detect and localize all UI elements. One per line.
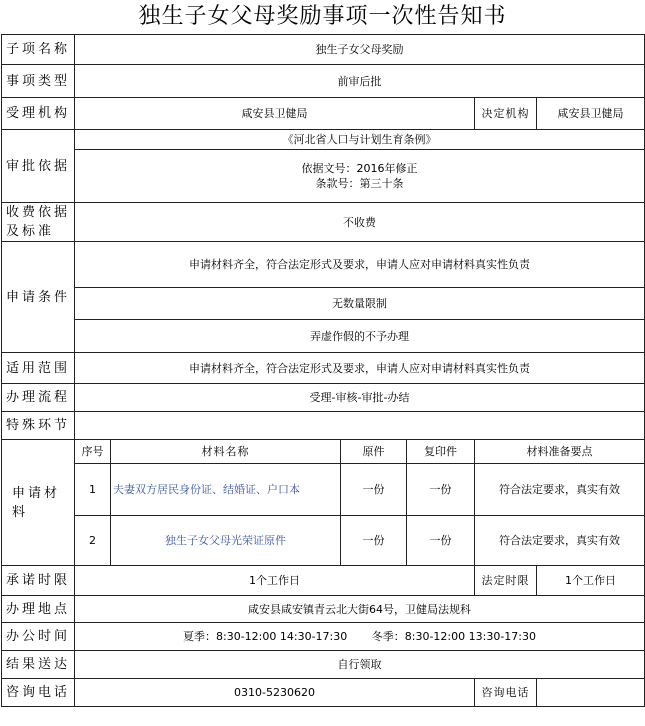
materials-header-req: 材料准备要点	[475, 440, 645, 464]
material-req: 符合法定要求，真实有效	[475, 464, 645, 516]
row-promise	[2, 566, 645, 596]
agency-label: 受理机构	[2, 98, 75, 130]
material-name: 夫妻双方居民身份证、结婚证、户口本	[111, 464, 341, 516]
agency-value: 咸安县卫健局	[75, 98, 475, 130]
hours-value	[75, 623, 645, 651]
materials-row	[2, 464, 645, 516]
row-agency	[2, 98, 645, 130]
materials-header-original: 原件	[341, 440, 407, 464]
fee-label: 收费依据及标准	[2, 203, 75, 242]
legal-limit-value: 1个工作日	[537, 566, 645, 596]
basis-article: 条款号：第三十条	[315, 177, 404, 190]
materials-header-copy: 复印件	[407, 440, 475, 464]
item-name-label: 子项名称	[2, 35, 75, 65]
phone-label: 咨询电话	[2, 679, 75, 707]
fee-value: 不收费	[75, 203, 645, 242]
summer-label: 夏季：	[183, 630, 217, 643]
row-fee	[2, 203, 645, 242]
legal-limit-label: 法定时限	[475, 566, 537, 596]
delivery-value: 自行领取	[75, 651, 645, 679]
winter-label: 冬季：	[371, 630, 405, 643]
row-condition-3	[2, 320, 645, 353]
location-label: 办理地点	[2, 596, 75, 623]
notice-table	[1, 34, 645, 707]
materials-header-seq: 序号	[75, 440, 111, 464]
decide-agency-value: 咸安县卫健局	[537, 98, 645, 130]
row-condition-2	[2, 288, 645, 320]
phone-label-2: 咨询电话	[475, 679, 537, 707]
process-label: 办理流程	[2, 384, 75, 412]
row-location	[2, 596, 645, 623]
promise-label: 承诺时限	[2, 566, 75, 596]
row-phone	[2, 679, 645, 707]
row-basis-doc	[2, 150, 645, 203]
scope-value: 申请材料齐全，符合法定形式及要求，申请人应对申请材料真实性负责	[75, 353, 645, 384]
item-name-value: 独生子女父母奖励	[75, 35, 645, 65]
material-copy: 一份	[407, 464, 475, 516]
row-basis-law	[2, 130, 645, 150]
materials-header-name: 材料名称	[111, 440, 341, 464]
condition-item: 申请材料齐全，符合法定形式及要求，申请人应对申请材料真实性负责	[75, 242, 645, 288]
row-condition-1	[2, 242, 645, 288]
phone-value-2	[537, 679, 645, 707]
material-name: 独生子女父母光荣证原件	[111, 516, 341, 566]
hours-label: 办公时间	[2, 623, 75, 651]
decide-agency-label: 决定机构	[475, 98, 537, 130]
materials-row	[2, 516, 645, 566]
location-value: 咸安县咸安镇青云北大街64号，卫健局法规科	[75, 596, 645, 623]
promise-value: 1个工作日	[75, 566, 475, 596]
scope-label: 适用范围	[2, 353, 75, 384]
materials-label	[2, 440, 75, 566]
basis-label: 审批依据	[2, 130, 75, 203]
summer-hours: 8:30-12:00 14:30-17:30	[216, 630, 348, 643]
basis-law: 《河北省人口与计划生育条例》	[75, 130, 645, 150]
materials-label-text: 申请材料	[12, 485, 61, 520]
phone-value: 0310-5230620	[75, 679, 475, 707]
row-hours	[2, 623, 645, 651]
item-type-label: 事项类型	[2, 65, 75, 98]
row-process	[2, 384, 645, 412]
process-value: 受理-审核-审批-办结	[75, 384, 645, 412]
row-item-name	[2, 35, 645, 65]
material-seq: 1	[75, 464, 111, 516]
item-type-value: 前审后批	[75, 65, 645, 98]
row-special	[2, 412, 645, 440]
row-materials-header	[2, 440, 645, 464]
material-original: 一份	[341, 464, 407, 516]
special-value	[75, 412, 645, 440]
special-label: 特殊环节	[2, 412, 75, 440]
material-req: 符合法定要求，真实有效	[475, 516, 645, 566]
conditions-label: 申请条件	[2, 242, 75, 353]
row-scope	[2, 353, 645, 384]
material-copy: 一份	[407, 516, 475, 566]
condition-item: 弄虚作假的不予办理	[75, 320, 645, 353]
row-delivery	[2, 651, 645, 679]
winter-hours: 8:30-12:00 13:30-17:30	[404, 630, 536, 643]
material-seq: 2	[75, 516, 111, 566]
basis-doc-cell	[75, 150, 645, 203]
delivery-label: 结果送达	[2, 651, 75, 679]
condition-item: 无数量限制	[75, 288, 645, 320]
basis-doc-no: 依据文号：2016年修正	[301, 162, 418, 175]
material-original: 一份	[341, 516, 407, 566]
page-title: 独生子女父母奖励事项一次性告知书	[138, 4, 507, 29]
row-item-type	[2, 65, 645, 98]
